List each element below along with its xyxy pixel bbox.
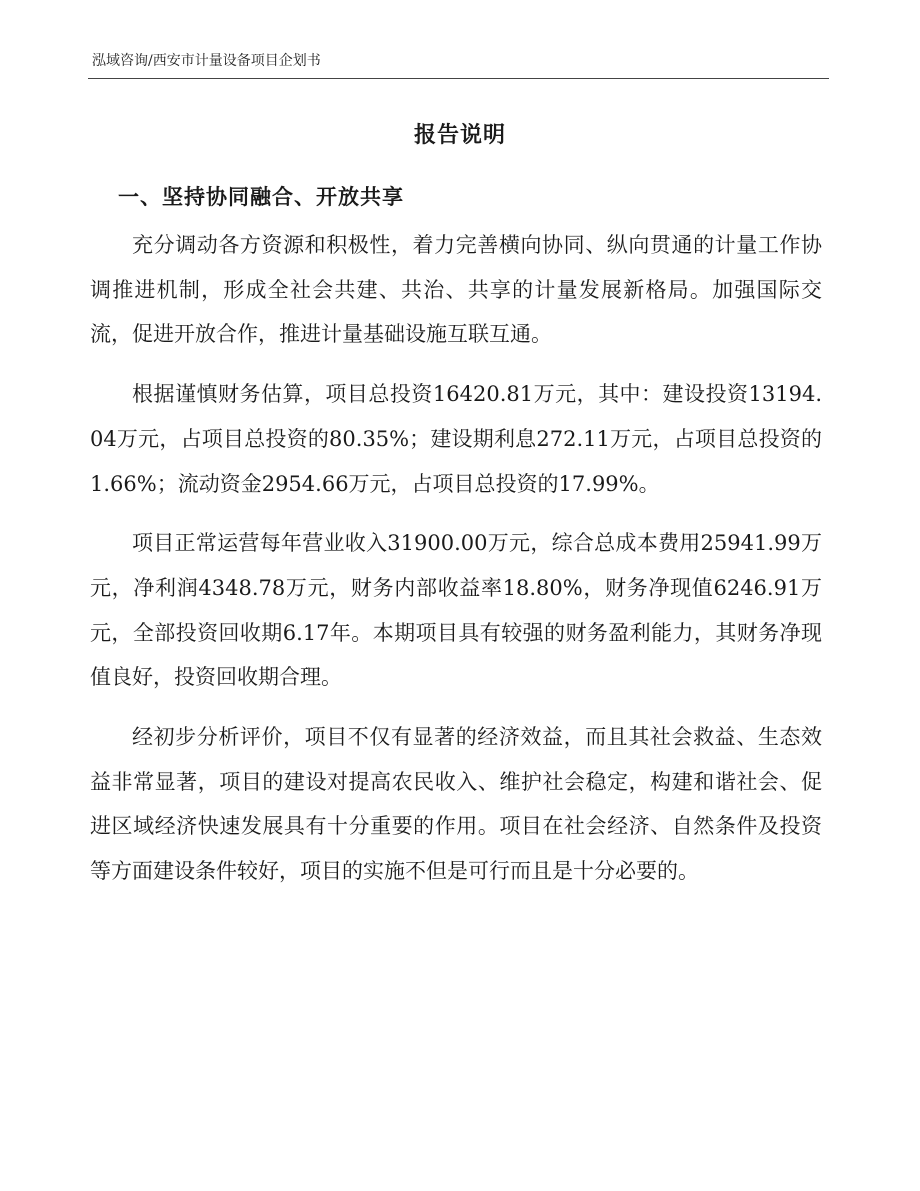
paragraph-2: 根据谨慎财务估算，项目总投资16420.81万元，其中：建设投资13194.04万元，占项目总投资的80.35%；建设期利息272.11万元，占项目总投资的1.66%；流动资金2954.66万元，占项目总投资的17.99%。 [90, 382, 822, 496]
paragraph-4: 经初步分析评价，项目不仅有显著的经济效益，而且其社会救益、生态效益非常显著，项目的建设对提高农民收入、维护社会稳定，构建和谐社会、促进区域经济快速发展具有十分重要的作用。项目在社会经济、自然条件及投资等方面建设条件较好，项目的实施不但是可行而且是十分必要的。 [90, 725, 822, 884]
section-heading: 一、坚持协同融合、开放共享 [118, 184, 404, 209]
header-divider [88, 78, 829, 79]
body-text [90, 223, 822, 909]
page-title: 报告说明 [413, 122, 506, 148]
paragraph-1: 充分调动各方资源和积极性，着力完善横向协同、纵向贯通的计量工作协调推进机制，形成全社会共建、共治、共享的计量发展新格局。加强国际交流，促进开放合作，推进计量基础设施互联互通。 [90, 233, 822, 347]
running-header: 泓域咨询/西安市计量设备项目企划书 [92, 53, 321, 69]
paragraph-3: 项目正常运营每年营业收入31900.00万元，综合总成本费用25941.99万元，净利润4348.78万元，财务内部收益率18.80%，财务净现值6246.91万元，全部投资回收期6.17年。本期项目具有较强的财务盈利能力，其财务净现值良好，投资回收期合理。 [90, 531, 822, 690]
